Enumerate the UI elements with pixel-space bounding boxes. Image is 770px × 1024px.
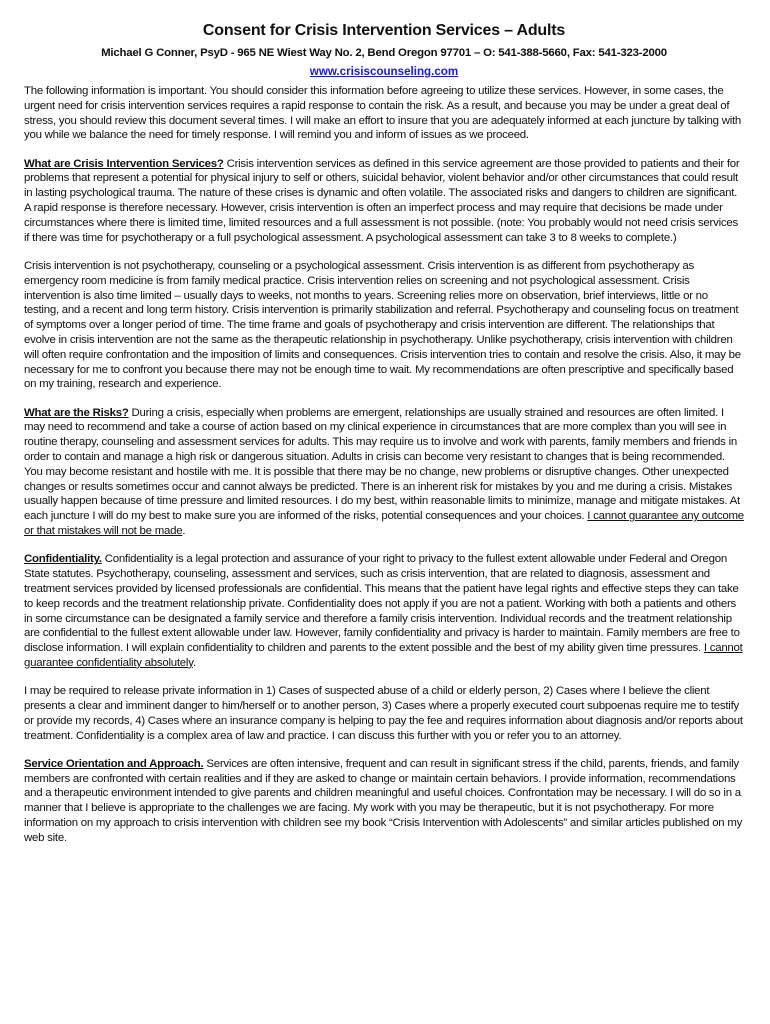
intro-text: The following information is important. You should consider this information before agreeing to utilize these services. However, in some cases, the urgent need for crisis intervention services requires a rapid response to contain the risk. As a result, and because you may be under a great deal of stress, you should review this document several times. I will make an effort to insure that you are adequately informed at each juncture by talking with you while we balance the need for timely response. I will remind you and inform of issues as we proceed. xyxy=(24,85,742,142)
risks-end: . xyxy=(182,525,186,538)
confidentiality-heading: Confidentiality. xyxy=(24,553,102,566)
confidentiality-paragraph xyxy=(24,552,744,670)
not-psychotherapy-paragraph xyxy=(24,259,744,392)
service-orientation-heading: Service Orientation and Approach. xyxy=(24,757,204,770)
what-are-services-paragraph xyxy=(24,157,744,246)
risks-paragraph xyxy=(24,406,744,539)
risks-text: During a crisis, especially when problems are emergent, relationships are usually strained and resources are often limited. I may need to recommend and take a course of action based on my clinical experience in circumstances that are more complex than you will see in routine therapy, counseling and assessment services for adults. This may require us to involve and work with parents, family members and friends in order to contain and manage a high risk or dangerous situation. Adults in crisis can become very resistant to changes that is being recommended. You may become resistant and hostile with me. It is possible that there may be no change, new problems or disruptive changes. Other unexpected changes or results sometimes occur and cannot always be predicted. There is an inherent risk for mistakes by you and me during a crisis. Mistakes usually happen because of time pressure and limited resources. I do my best, within reasonable limits to minimize, manage and mitigate mistakes. At each juncture I will do my best to make sure you are informed of the risks, potential consequences and your choices. xyxy=(24,406,740,523)
not-psychotherapy-text: Crisis intervention is not psychotherapy, counseling or a psychological assessment. Crisis intervention is as different from psychotherapy as emergency room medicine is from family medical practice. Crisis intervention relies on screening and not psychological assessment. Crisis intervention is also time limited – usually days to weeks, not months to years. Screening relies more on observation, brief interviews, little or no testing, and a recent and long term history. Crisis intervention is primarily stabilization and referral. Psychotherapy and counseling focus on treatment of symptoms over a longer period of time. The time frame and goals of psychotherapy and crisis intervention are different. The relationships that evolve in crisis intervention are not the same as the therapeutic relationship in psychotherapy. Unlike psychotherapy, crisis intervention with children will often require confrontation and the imposition of limits and consequences. Crisis intervention tries to contain and resolve the crisis. Also, it may be necessary for me to confront you because there may not be enough time to wait. My recommendations are often prescriptive and specifically based on my training, research and experience. xyxy=(24,259,741,391)
confidentiality-text: Confidentiality is a legal protection and assurance of your right to privacy to the fullest extent allowable under Federal and Oregon State statutes. Psychotherapy, counseling, assessment and services, such as crisis intervention, that are related to diagnosis, assessment and treatment services provided by licensed professionals are confidential. This means that the patient have legal rights and effective steps they can take to keep records and the treatment relationship private. Confidentiality does not apply if you are not a patient. Working with both a patients and others in some circumstance can be designated a family service and therefore a family crisis intervention. Individual records and the treatment relationship are confidential to the fullest extent allowable under law. However, family confidentiality and privacy is harder to maintain. Family members are free to disclose information. I will explain confidentiality to children and parents to the extent possible and the best of my ability given time pressures. xyxy=(24,553,740,655)
risks-guarantee-statement: I cannot guarantee any outcome or that mistakes will not be made xyxy=(24,510,744,538)
website-line xyxy=(24,65,744,78)
contact-line: Michael G Conner, PsyD - 965 NE Wiest Way No. 2, Bend Oregon 97701 – O: 541-388-5660, Fax: 541-323-2000 xyxy=(101,47,667,59)
risks-heading: What are the Risks? xyxy=(24,406,129,419)
confidentiality-end: . xyxy=(192,656,196,669)
document-title: Consent for Crisis Intervention Services – Adults xyxy=(202,22,566,39)
what-are-services-text: Crisis intervention services as defined in this service agreement are those provided to patients and their for problems that represent a potential for physical injury to self or others, suicidal behavior, violent behavior and/or other circumstances that could result in lasting psychological trauma. The nature of these crises is dynamic and often volatile. The associated risks and dangers to children are significant. A rapid response is therefore necessary. However, crisis intervention is often an imperfect process and may require that decisions be made under circumstances where there is limited time, limited resources and a full assessment is not possible. (note: You probably would not need crisis services if there was time for psychotherapy or a full psychological assessment. A psychological assessment can take 3 to 8 weeks to complete.) xyxy=(24,157,740,244)
website-link[interactable]: www.crisiscounseling.com xyxy=(309,65,459,78)
confidentiality-guarantee-statement: I cannot guarantee confidentiality absolutely xyxy=(24,642,743,669)
release-information-paragraph xyxy=(24,684,744,743)
service-orientation-paragraph xyxy=(24,757,744,846)
what-are-services-heading: What are Crisis Intervention Services? xyxy=(24,157,224,170)
intro-paragraph xyxy=(24,84,744,143)
service-orientation-text: Services are often intensive, frequent and can result in significant stress if the child, parents, friends, and family members are confronted with certain realities and if they are asked to change or maintain certain behaviors. I provide information, recommendations and a therapeutic environment intended to give parents and children meaningful and useful choices. Confrontation may be necessary. I will do so in a manner that I believe is appropriate to the challenges we are facing. My work with you may be therapeutic, but it is not psychotherapy. For more information on my approach to crisis intervention with children see my book “Crisis Intervention with Adolescents” and similar articles published on my web site. xyxy=(24,757,743,844)
release-information-text: I may be required to release private information in 1) Cases of suspected abuse of a child or elderly person, 2) Cases where I believe the client presents a clear and imminent danger to him/herself or to another person, 3) Cases where a properly executed court subpoenas require me to testify or provide my records, 4) Cases where an insurance company is helping to pay the fee and requires information about diagnosis and/or reports about treatment. Confidentiality is a complex area of law and practice. I can discuss this further with you or refer you to an attorney. xyxy=(24,685,743,742)
